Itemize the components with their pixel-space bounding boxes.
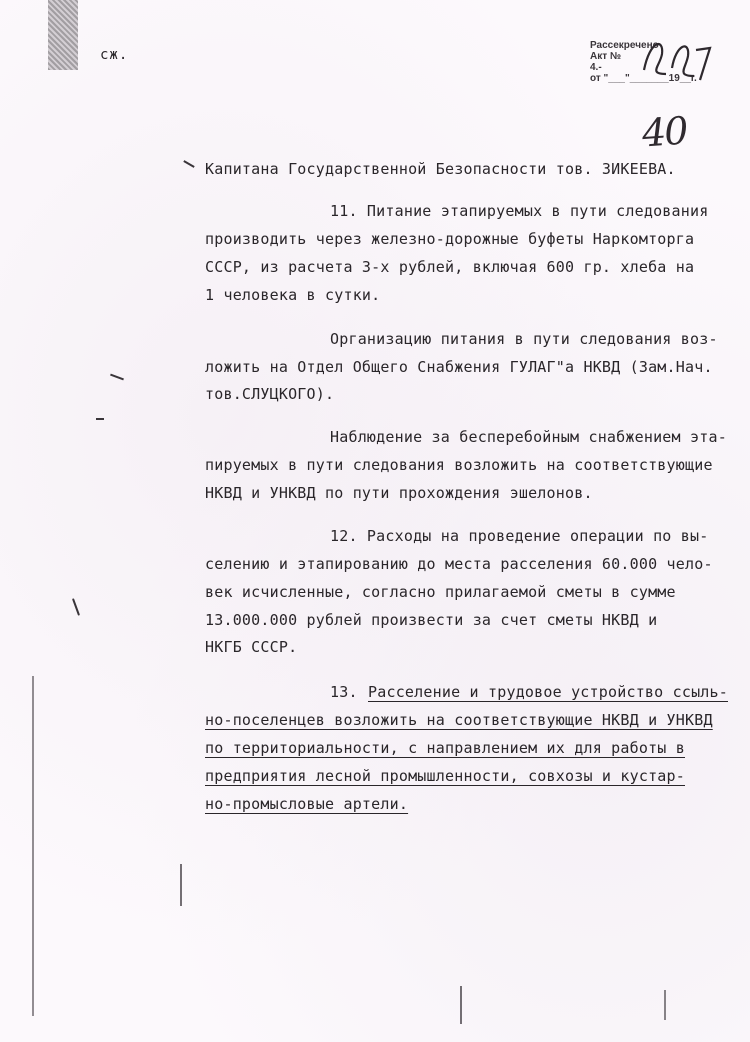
text-line: СССР, из расчета 3-х рублей, включая 600 гр. хлеба на xyxy=(205,258,695,276)
text-line: 13.000.000 рублей произвести за счет сметы НКВД и xyxy=(205,611,658,629)
stamp-date: от "___"_______19__г. xyxy=(590,73,697,84)
underlined-text-line: по территориальности, с направлением их для работы в xyxy=(205,739,685,757)
text-line: век исчисленные, согласно прилагаемой сметы в сумме xyxy=(205,583,676,601)
text-line: 12. Расходы на проведение операции по вы- xyxy=(330,527,709,545)
text-line: селению и этапированию до места расселения 60.000 чело- xyxy=(205,555,713,573)
margin-mark xyxy=(96,418,104,420)
margin-mark xyxy=(110,374,124,381)
stamp-act: Акт № xyxy=(590,51,622,62)
underlined-text-line: Расселение и трудовое устройство ссыль- xyxy=(368,683,728,701)
margin-mark xyxy=(664,990,666,1020)
text-line: НКВД и УНКВД по пути прохождения эшелонов. xyxy=(205,484,593,502)
folio-number: 40 xyxy=(640,108,688,156)
text-line: тов.СЛУЦКОГО). xyxy=(205,385,335,403)
text-line: производить через железно-дорожные буфеты Наркомторга xyxy=(205,230,695,248)
text-line: Организацию питания в пути следования воз- xyxy=(330,330,718,348)
text-line: НКГБ СССР. xyxy=(205,638,298,656)
underlined-text-line: но-промысловые артели. xyxy=(205,795,409,813)
scan-edge-artifact xyxy=(48,0,78,70)
margin-mark xyxy=(32,676,34,1016)
margin-mark xyxy=(183,160,194,168)
text-line: Наблюдение за бесперебойным снабжением эта- xyxy=(330,428,727,446)
margin-mark xyxy=(180,864,182,906)
handwritten-stamp-number xyxy=(636,30,716,90)
text-line: Капитана Государственной Безопасности тов. ЗИКЕЕВА. xyxy=(205,160,676,178)
text-line: пируемых в пути следования возложить на соответствующие xyxy=(205,456,713,474)
margin-mark xyxy=(460,986,462,1024)
underlined-text-line: но-поселенцев возложить на соответствующие НКВД и УНКВД xyxy=(205,711,713,729)
paragraph-number: 13. xyxy=(330,683,358,701)
text-line: 11. Питание этапируемых в пути следования xyxy=(330,202,709,220)
corner-code: сж. xyxy=(100,47,129,63)
text-line: ложить на Отдел Общего Снабжения ГУЛАГ"а НКВД (Зам.Нач. xyxy=(205,358,713,376)
text-line: 1 человека в сутки. xyxy=(205,286,381,304)
margin-mark xyxy=(72,598,80,616)
stamp-title: Рассекречено xyxy=(590,40,659,51)
stamp-number: 4.- xyxy=(590,62,602,73)
underlined-text-line: предприятия лесной промышленности, совхозы и кустар- xyxy=(205,767,685,785)
